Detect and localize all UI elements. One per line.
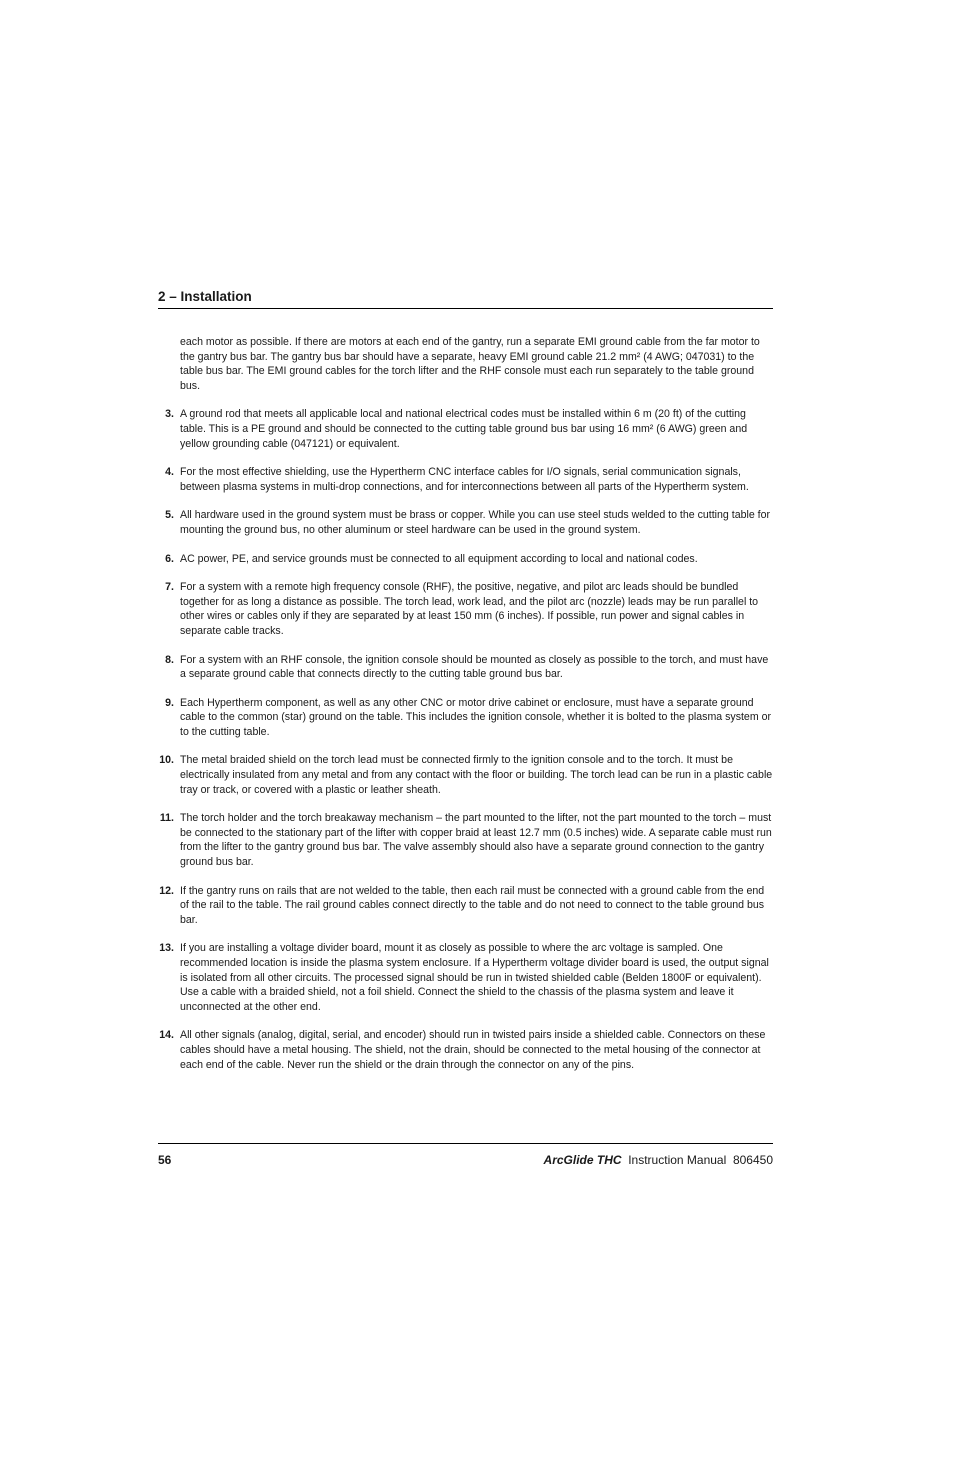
list-item xyxy=(158,941,773,1014)
list-item-text: A ground rod that meets all applicable local and national electrical codes must be installed within 6 m (20 ft) of the cutting table. This is a PE ground and should be connected to the cutting table ground bus bar using 16 mm² (6 AWG) green and yellow grounding cable (047121) or equivalent. xyxy=(180,408,748,450)
list-item xyxy=(158,580,773,638)
list-item-text: For a system with an RHF console, the ignition console should be mounted as closely as possible to the torch, and must have a separate ground cable that connects directly to the cutting table ground bus bar. xyxy=(180,653,769,681)
list-item-number: 11. xyxy=(159,812,174,825)
list-item xyxy=(158,696,773,740)
list-item xyxy=(158,508,773,537)
list-item-text: Each Hypertherm component, as well as any other CNC or motor drive cabinet or enclosure, must have a separate ground cable to the common (star) ground on the table. This includes the ignition console, whether it is bolted to the plasma system or to the cutting table. xyxy=(180,696,772,738)
product-name: ArcGlide THC xyxy=(543,1153,622,1167)
list-item-number: 7. xyxy=(165,581,174,594)
section-title: 2 – Installation xyxy=(158,289,252,304)
list-item-number: 12. xyxy=(159,884,174,897)
footer-divider xyxy=(158,1143,773,1144)
header-divider xyxy=(158,308,773,309)
list-item-number: 10. xyxy=(159,754,174,767)
list-item-number: 14. xyxy=(159,1029,174,1042)
document-label: Instruction Manual xyxy=(628,1153,727,1167)
list-item xyxy=(158,1028,773,1072)
list-item xyxy=(158,465,773,494)
list-item xyxy=(158,811,773,869)
list-item-text: If you are installing a voltage divider board, mount it as closely as possible to where the arc voltage is sampled. One recommended location is inside the plasma system enclosure. If a Hypertherm voltage divider board is used, the output signal is isolated from all other circuits. The processed signal should be run in twisted shielded cable (Belden 1800F or equivalent). Use a cable with a braided shield, not a foil shield. Connect the shield to the chassis of the plasma system and leave it unconnected at the other end. xyxy=(180,942,769,1013)
list-item-number: 4. xyxy=(165,466,174,479)
list-item-text: AC power, PE, and service grounds must be connected to all equipment according to local and national codes. xyxy=(180,552,698,565)
list-item-text: For a system with a remote high frequency console (RHF), the positive, negative, and pilot arc leads should be bundled together for as long a distance as possible. The torch lead, work lead, and the pilot arc (nozzle) leads may be run parallel to other wires or cables only if they are separated by at least 150 mm (6 inches). If possible, run power and signal cables in separate cable tracks. xyxy=(180,581,759,637)
list-item-number: 13. xyxy=(159,942,174,955)
list-item-number: 5. xyxy=(165,509,174,522)
list-item-number: 9. xyxy=(165,696,174,709)
list-item xyxy=(158,407,773,451)
document-reference xyxy=(544,1152,773,1168)
list-item-text: For the most effective shielding, use the Hypertherm CNC interface cables for I/O signals, serial communication signals, between plasma systems in multi-drop connections, and for interconnections between all parts of the Hypertherm system. xyxy=(180,466,749,493)
list-item-number: 3. xyxy=(165,408,174,421)
list-item-number: 8. xyxy=(165,653,174,666)
document-number: 806450 xyxy=(732,1153,773,1167)
list-item-text: All other signals (analog, digital, serial, and encoder) should run in twisted pairs inside a shielded cable. Connectors on these cables should have a metal housing. The shield, not the drain, should be connected to the metal housing of the connector at each end of the cable. Never run the shield or the drain through the connector on any of the pins. xyxy=(180,1029,766,1071)
list-item xyxy=(158,884,773,928)
page-number: 56 xyxy=(158,1153,172,1167)
list-item xyxy=(158,653,773,682)
continued-paragraph: each motor as possible. If there are motors at each end of the gantry, run a separate EMI ground cable from the far motor to the gantry bus bar. The gantry bus bar should have a separate, heavy EMI ground cable 21.2 mm² (4 AWG; 047031) to the table bus bar. The EMI ground cables for the torch lifter and the RHF console must each run separately to the table ground bus. xyxy=(180,336,760,392)
list-item-number: 6. xyxy=(165,552,174,565)
page-header xyxy=(158,288,773,306)
list-item xyxy=(158,753,773,797)
list-item-text: The torch holder and the torch breakaway mechanism – the part mounted to the lifter, not the part mounted to the torch – must be connected to the stationary part of the lifter with copper braid at least 12.7 mm (0.5 inches) wide. A separate cable must run from the lifter to the gantry ground bus bar. The valve assembly should also have a separate ground connection to the gantry ground bus bar. xyxy=(180,812,772,869)
list-item-text: If the gantry runs on rails that are not welded to the table, then each rail must be connected with a ground cable from the end of the rail to the table. The rail ground cables connect directly to the table and do not need to connect to the table ground bus bar. xyxy=(180,884,765,926)
page-body xyxy=(158,335,773,1086)
list-item-text: All hardware used in the ground system must be brass or copper. While you can use steel studs welded to the cutting table for mounting the ground bus, no other aluminum or steel hardware can be used in the ground system. xyxy=(180,509,771,536)
list-item-text: The metal braided shield on the torch lead must be connected firmly to the ignition console and to the torch. It must be electrically insulated from any metal and from any contact with the floor or building. The torch lead can be run in a plastic cable tray or track, or covered with a plastic or leather sheath. xyxy=(180,754,773,796)
list-item xyxy=(158,552,773,567)
